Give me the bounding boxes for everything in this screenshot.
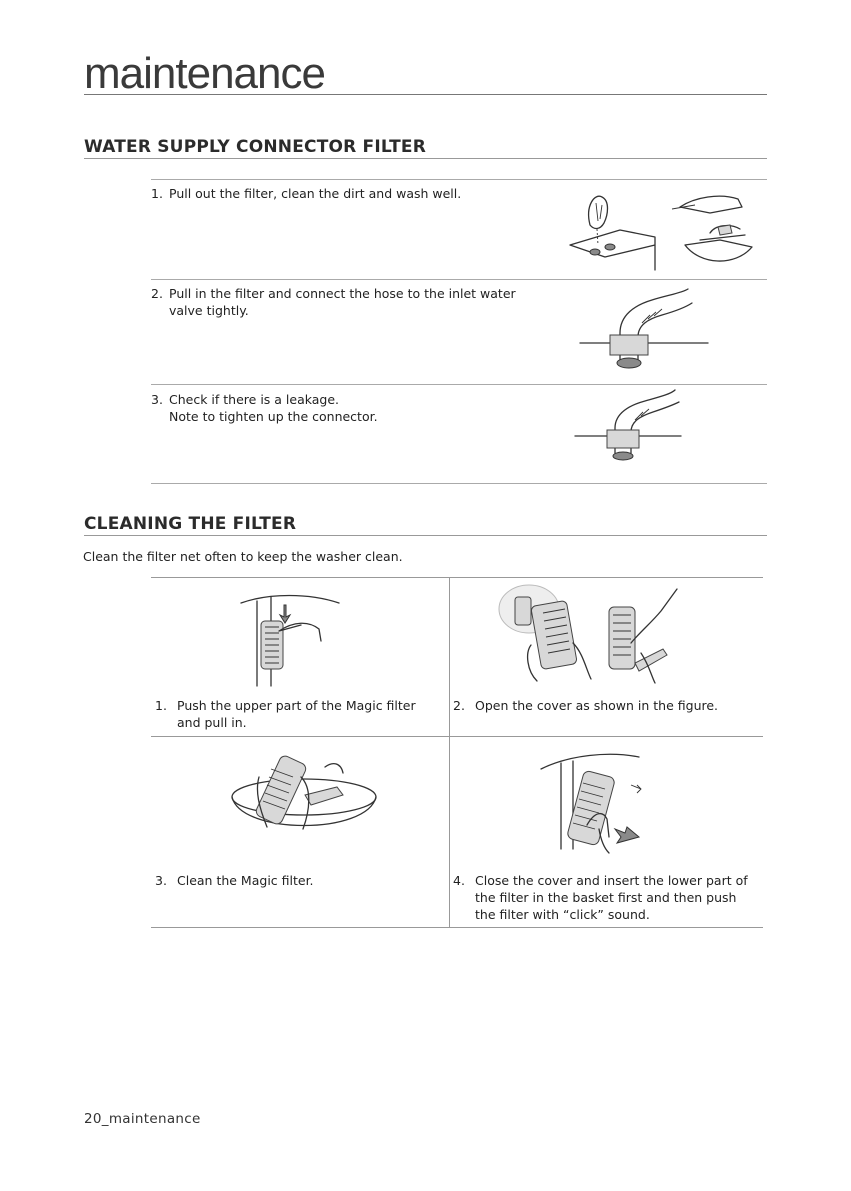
- step-number: 3.: [151, 392, 163, 407]
- cleaning-step-3: [155, 872, 314, 889]
- grid-top-rule: [151, 577, 763, 578]
- section-heading-water-supply: WATER SUPPLY CONNECTOR FILTER: [84, 137, 427, 157]
- connector-step-2: [151, 285, 516, 319]
- section-rule: [84, 535, 767, 536]
- page-footer: 20_maintenance: [84, 1111, 201, 1127]
- step-line: Clean the Magic filter.: [177, 873, 314, 888]
- open-cover-illustration: [491, 583, 701, 687]
- row-divider: [151, 384, 767, 385]
- connector-step-1: [151, 185, 461, 202]
- title-rule: [84, 94, 767, 95]
- step-number: 2.: [453, 698, 465, 713]
- step-line: Push the upper part of the Magic filter: [177, 698, 416, 713]
- cleaning-step-4: [453, 872, 748, 923]
- grid-column-divider: [449, 577, 450, 927]
- step-line: valve tightly.: [169, 303, 249, 318]
- step-number: 1.: [155, 698, 167, 713]
- cleaning-step-1: [155, 697, 416, 731]
- step-line: Check if there is a leakage.: [169, 392, 340, 407]
- cleaning-steps-grid: [151, 577, 763, 927]
- step-line: Pull in the filter and connect the hose to the inlet water: [169, 286, 516, 301]
- grid-bottom-rule: [151, 927, 763, 928]
- cleaning-intro-text: Clean the filter net often to keep the washer clean.: [83, 549, 403, 564]
- close-cover-illustration: [539, 745, 689, 853]
- step-line: and pull in.: [177, 715, 247, 730]
- grid-middle-rule: [151, 736, 763, 737]
- step-number: 4.: [453, 873, 465, 888]
- step-number: 3.: [155, 873, 167, 888]
- section-rule: [84, 158, 767, 159]
- step-line: Pull out the filter, clean the dirt and wash well.: [169, 186, 462, 201]
- row-divider: [151, 279, 767, 280]
- row-divider: [151, 179, 767, 180]
- cleaning-step-2: [453, 697, 718, 714]
- pull-out-filter-illustration: [560, 185, 770, 275]
- step-line: Open the cover as shown in the figure.: [475, 698, 719, 713]
- check-leakage-illustration: [575, 388, 685, 468]
- step-number: 2.: [151, 286, 163, 301]
- row-divider: [151, 483, 767, 484]
- connector-step-3: [151, 391, 378, 425]
- step-line: the filter with “click” sound.: [475, 907, 650, 922]
- step-line: Close the cover and insert the lower part of: [475, 873, 748, 888]
- step-line: the filter in the basket first and then push: [475, 890, 737, 905]
- wash-magic-filter-illustration: [229, 747, 379, 847]
- step-number: 1.: [151, 186, 163, 201]
- step-line: Note to tighten up the connector.: [169, 409, 378, 424]
- connect-hose-illustration: [580, 285, 710, 375]
- section-heading-cleaning-filter: CLEANING THE FILTER: [84, 514, 297, 534]
- push-magic-filter-illustration: [239, 591, 349, 691]
- page-title: maintenance: [84, 49, 325, 98]
